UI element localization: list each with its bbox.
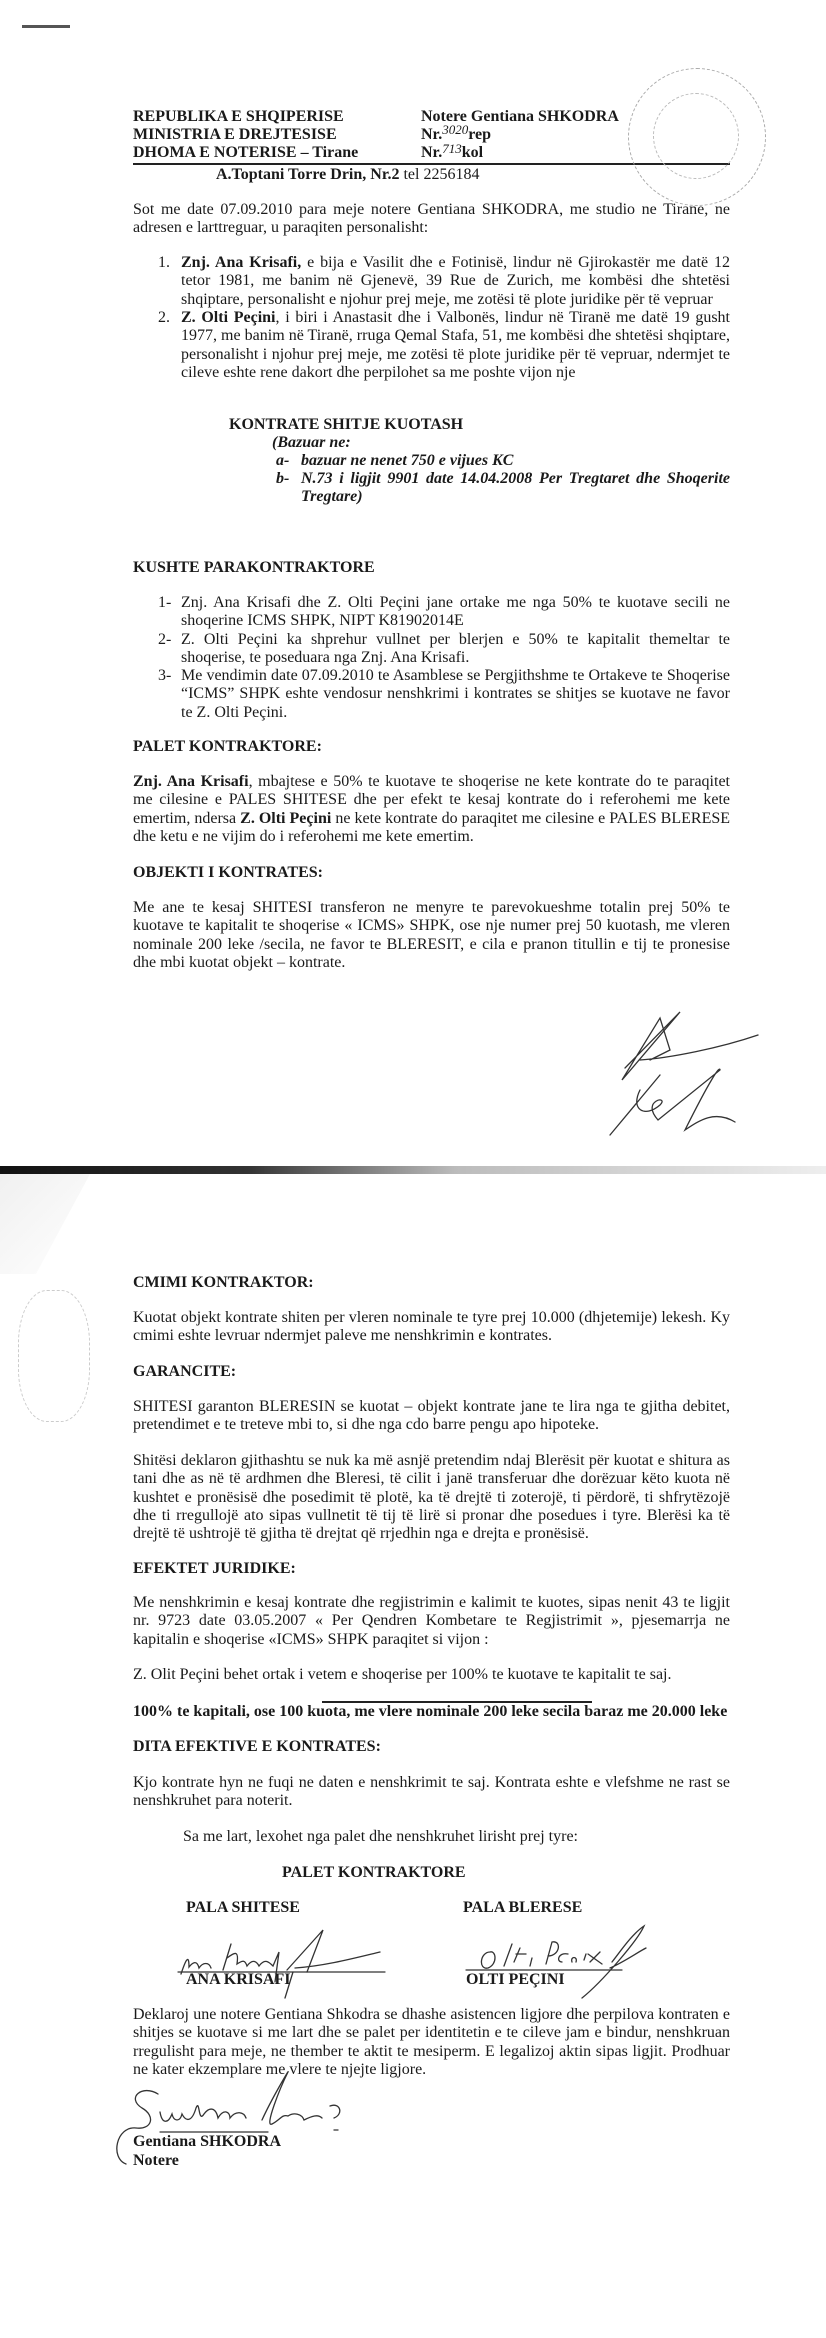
contract-basis-heading: (Bazuar ne: [272,434,351,451]
contracting-parties-paragraph [133,773,730,846]
initial-signature-buyer [610,1069,735,1135]
guarantees-heading: GARANCITE: [133,1363,237,1380]
contract-title: KONTRATE SHITJE KUOTASH [229,416,464,433]
buyer-name: OLTI PEÇINI [466,1971,565,1988]
notary-stamp-inner [653,93,739,179]
paragraph-text: ne kete kontrate do paraqitet me cilesine e PALES BLERESE dhe ketu e ne vijim do i referohemi me kete emertim. [133,809,731,845]
capital-summary: 100% te kapitali, ose 100 kuota, me vlere nominale 200 leke secila baraz me 20.000 leke [133,1703,728,1720]
header-ministry: MINISTRIA E DREJTESISE [133,126,337,143]
object-heading: OBJEKTI I KONTRATES: [133,864,323,881]
initials-signatures [600,1010,770,1150]
object-paragraph: Me ane te kesaj SHITESI transferon ne menyre te parevokueshme totalin prej 50% te kuotave te kapitalit te shoqerise « ICMS» SHPK, ose nje numer prej 50 kuotash, me vleren nominale 200 leke /secila, ne favor te BLERESIT, e cila e pranon titullin e tij te pronesise dhe mbi kuotat objekt – kontrate. [133,899,730,971]
buyer-label: PALA BLERESE [463,1899,583,1916]
contracting-parties-heading: PALET KONTRAKTORE: [133,738,322,755]
initial-signature-seller [622,1012,758,1080]
precondition-item [158,667,730,722]
seller-label: PALA SHITESE [186,1899,300,1916]
party-number: 2. [158,309,170,326]
notary-stamp [628,68,766,206]
item-text: Me vendimin date 07.09.2010 te Asamblese se Pergjithshme te Ortakeve te Shoqerise “ICMS” SHPK eshte vendosur nenshkrimi i kontrates se shitjes se kuotave ne favor te Z. Olti Peçini. [181,667,730,721]
buyer-signature [462,1922,652,2002]
party-number: 1. [158,254,170,271]
rep-number-handwritten: 3020 [442,122,469,137]
buyer-name: Z. Olti Peçini [240,809,332,827]
kol-number-handwritten: 713 [442,141,462,156]
header-chamber: DHOMA E NOTERISE – Tirane [133,144,359,161]
price-heading: CMIMI KONTRAKTOR: [133,1274,314,1291]
item-number: 1- [158,594,172,611]
party-name: Z. Olti Peçini [181,309,276,326]
basis-text: bazuar ne nenet 750 e vijues KC [301,452,514,469]
basis-label: b- [276,470,290,487]
precondition-item [158,594,730,631]
faded-stamp [18,1290,90,1422]
item-text: Z. Olti Peçini ka shprehur vullnet per blerjen e 50% te kapitalit themeltar te shoqerise, te poseduara nga Znj. Ana Krisafi. [181,631,730,667]
rep-suffix: rep [468,126,491,143]
basis-text: N.73 i ligjit 9901 date 14.04.2008 Per Tregtaret dhe Shoqerite Tregtare) [301,470,730,506]
header-republic: REPUBLIKA E SHQIPERISE [133,108,344,125]
contract-basis-item [276,452,730,470]
party-details: e bija e Vasilit dhe e Fotinisë, lindur në Gjirokastër me datë 12 tetor 1981, me banim në Gjenevë, 39 Rue de Zurich, me kombësi dhe shtetësi shqiptare, personalisht e njohur prej meje, me zotësi të plote juridike për të vepruar [181,254,730,308]
party-details: , i biri i Anastasit dhe i Valbonës, lindur në Tiranë me datë 19 gusht 1977, me banim në Tiranë, rruga Qemal Stafa, 51, me kombësi dhe shtetësi shqiptare, personalisht i njohur prej meje, me zotësi të plote juridike për të vepruar, ndermjet te cileve eshte rene dakort dhe perpilohet sa me poshte vijon nje [181,309,730,381]
guarantees-paragraph-1: SHITESI garanton BLERESIN se kuotat – objekt kontrate jane te lira nga te gjitha debitet, pretendimet e te treteve mbi to, si dhe nga cdo barre pengu apo hipoteke. [133,1398,730,1434]
paragraph-text: , mbajtese e 50% te kuotave te shoqerise ne kete kontrate do te paraqitet me cilesine e PALES SHITESE dhe per efekt te kesaj kontrate do i referohemi me kete emertim, ndersa [133,773,730,827]
party-item [158,309,730,382]
intro-paragraph: Sot me date 07.09.2010 para meje notere Gentiana SHKODRA, me studio ne Tirane, ne adresen e larttreguar, u paraqiten personalisht: [133,201,730,237]
scan-mark [22,25,70,28]
kol-suffix: kol [461,144,484,161]
effective-date-paragraph: Kjo kontrate hyn ne fuqi ne daten e nenshkrimit te saj. Kontrata eshte e vlefshme ne rast se nenshkruhet para noterit. [133,1774,730,1810]
signatures-heading: PALET KONTRAKTORE [282,1864,466,1881]
item-number: 3- [158,667,172,684]
basis-label: a- [276,452,290,469]
address: A.Toptani Torre Drin, Nr.2 [216,166,400,183]
party-name: Znj. Ana Krisafi, [181,254,302,271]
legal-effects-paragraph: Me nenshkrimin e kesaj kontrate dhe regjistrimin e kalimit te kuotes, sipas nenit 43 te ligjit nr. 9723 date 03.05.2007 « Per Qendren Kombetare te Regjistrimit », pjesemarrja ne kapitalin e shoqerise «ICMS» SHPK paraqitet si vijon : [133,1594,730,1648]
kol-prefix: Nr. [421,144,443,161]
legal-effects-heading: EFEKTET JURIDIKE: [133,1560,296,1577]
closing-statement: Sa me lart, lexohet nga palet dhe nenshkruhet lirisht prej tyre: [183,1828,578,1845]
header-address [216,166,479,184]
ownership-statement: Z. Olit Peçini behet ortak i vetem e shoqerise per 100% te kuotave te kapitalit te saj. [133,1666,672,1683]
seller-name: ANA KRISAFI [186,1971,291,1988]
rep-prefix: Nr. [421,126,443,143]
seller-name: Znj. Ana Krisafi [133,773,249,790]
party-item [158,254,730,309]
guarantees-paragraph-2: Shitësi deklaron gjithashtu se nuk ka më asnjë pretendim ndaj Blerësit për kuotat e shitura as tani dhe as në të ardhmen dhe Bleresi, të cilit i janë transferuar dhe dorëzuar këto kuota në kushtet e pronësisë dhe posedimit të plotë, ka të drejtë ti zoterojë, ti përdorë, ti shfrytëzojë dhe ti rregullojë ato sipas vullnetit të tij të lirë si pronar dhe posedues i tyre. Blerësi ka të drejtë të ushtrojë të gjitha të drejtat që rrjedhin nga e drejta e pronësisë. [133,1452,730,1543]
page-break-shadow [0,1166,826,1174]
contract-basis-item [276,470,730,507]
preconditions-heading: KUSHTE PARAKONTRAKTORE [133,559,375,576]
header-notary: Notere Gentiana SHKODRA [421,108,619,125]
effective-date-heading: DITA EFEKTIVE E KONTRATES: [133,1738,381,1755]
precondition-item [158,631,730,668]
notary-title: Notere [133,2152,179,2169]
item-text: Znj. Ana Krisafi dhe Z. Olti Peçini jane ortake me nga 50% te kuotave secili ne shoqerine ICMS SHPK, NIPT K81902014E [181,594,730,630]
price-paragraph: Kuotat objekt kontrate shiten per vleren nominale te tyre prej 10.000 (dhjetemije) lekesh. Ky cmimi eshte levruar ndermjet paleve me nenshkrimin e kontrates. [133,1309,730,1345]
item-number: 2- [158,631,172,648]
telephone: tel 2256184 [399,166,480,183]
notary-declaration: Deklaroj une notere Gentiana Shkodra se dhashe asistencen ligjore dhe perpilova kontraten e shitjes se kuotave si me lart dhe se palet per identitetin e te cileve jam e bindur, nenshkruan rregulisht para meje, ne thember te aktit te mesiperm. E legalizoj aktin sipas ligjit. Prodhuar ne kater ekzemplare me vlere te njejte ligjore. [133,2006,730,2078]
notary-name: Gentiana SHKODRA [133,2133,282,2150]
header-kol-number [421,141,484,162]
page-fold [0,1174,90,1274]
